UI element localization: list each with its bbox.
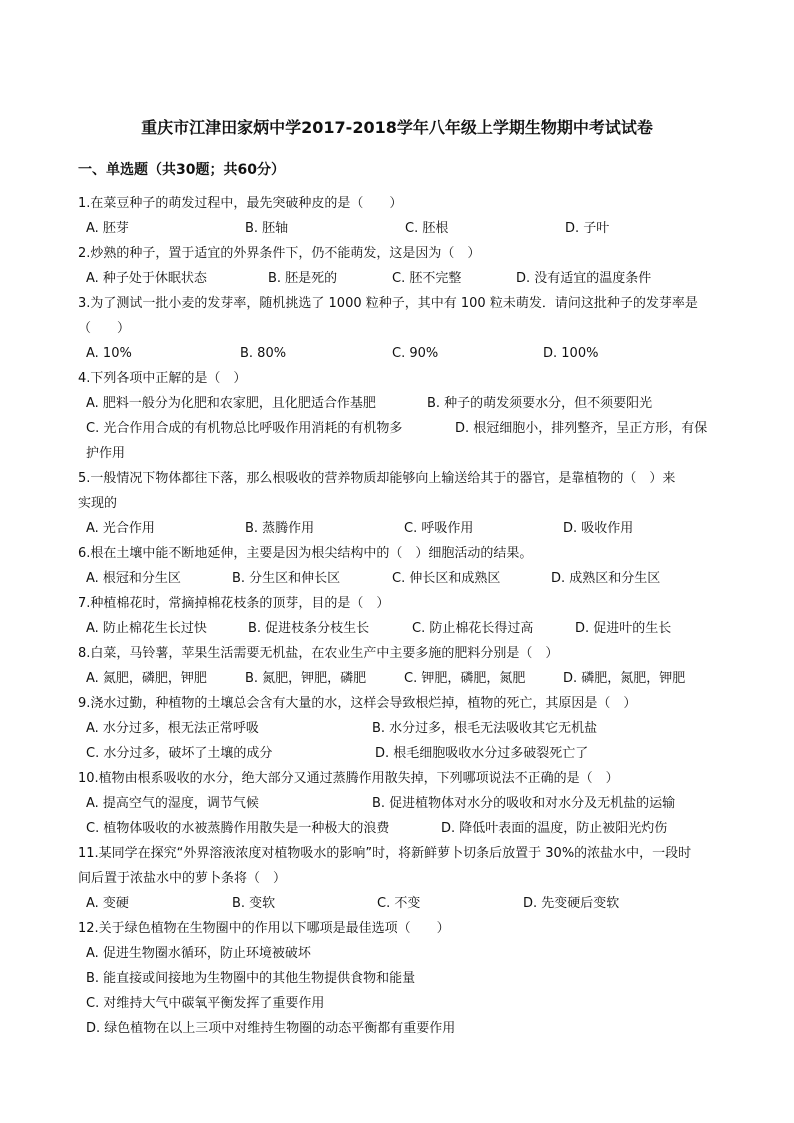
- question-5-stem-cont: 实现的: [78, 496, 118, 511]
- option-c: C. 光合作用合成的有机物总比呼吸作用消耗的有机物多: [86, 421, 403, 436]
- question-12-stem: 12.关于绿色植物在生物圈中的作用以下哪项是最佳选项（ ）: [78, 921, 450, 936]
- option-c: C. 钾肥，磷肥，氮肥: [404, 671, 526, 686]
- question-5-options: [0, 518, 794, 540]
- question-6-stem: 6.根在土壤中能不断地延伸，主要是因为根尖结构中的（ ）细胞活动的结果。: [78, 546, 533, 561]
- question-9-options-row2: [0, 743, 794, 765]
- option-d: D. 绿色植物在以上三项中对维持生物圈的动态平衡都有重要作用: [86, 1021, 456, 1036]
- option-b: B. 氮肥，钾肥，磷肥: [245, 671, 367, 686]
- question-3-stem: 3.为了测试一批小麦的发芽率，随机挑选了 1000 粒种子，其中有 100 粒未萌发．请问这批种子的发芽率是: [78, 296, 698, 311]
- option-a: A. 种子处于休眠状态: [86, 271, 207, 286]
- option-d: D. 根冠细胞小，排列整齐，呈正方形，有保: [455, 421, 708, 436]
- option-b: B. 蒸腾作用: [245, 521, 315, 536]
- option-d: D. 促进叶的生长: [575, 621, 672, 636]
- option-d: D. 成熟区和分生区: [551, 571, 661, 586]
- option-d: D. 降低叶表面的温度，防止被阳光灼伤: [441, 821, 668, 836]
- option-b: B. 水分过多，根毛无法吸收其它无机盐: [372, 721, 598, 736]
- option-b: B. 胚轴: [245, 221, 289, 236]
- question-3-stem-cont: （ ）: [78, 321, 131, 336]
- option-a: A. 防止棉花生长过快: [86, 621, 207, 636]
- option-c: C. 90%: [392, 346, 439, 361]
- question-9-options-row1: [0, 718, 794, 740]
- option-b: B. 分生区和伸长区: [232, 571, 341, 586]
- question-8-stem: 8.白菜，马铃薯，苹果生活需要无机盐，在农业生产中主要多施的肥料分别是（ ）: [78, 646, 559, 661]
- question-4-options-row1: [0, 393, 794, 415]
- option-d: D. 根毛细胞吸收水分过多破裂死亡了: [375, 746, 589, 761]
- exam-title: 重庆市江津田家炳中学2017-2018学年八年级上学期生物期中考试试卷: [141, 118, 653, 137]
- question-10-options-row1: [0, 793, 794, 815]
- question-11-stem-cont: 间后置于浓盐水中的萝卜条将（ ）: [78, 871, 287, 886]
- question-10-stem: 10.植物由根系吸收的水分，绝大部分又通过蒸腾作用散失掉，下列哪项说法不正确的是（ ）: [78, 771, 619, 786]
- option-b: B. 能直接或间接地为生物圈中的其他生物提供食物和能量: [86, 971, 416, 986]
- option-a: A. 提高空气的湿度，调节气候: [86, 796, 259, 811]
- option-b: B. 80%: [240, 346, 287, 361]
- question-6-options: [0, 568, 794, 590]
- option-a: A. 根冠和分生区: [86, 571, 181, 586]
- option-c: C. 胚不完整: [392, 271, 462, 286]
- option-b: B. 变软: [232, 896, 276, 911]
- question-5-stem: 5.一般情况下物体都往下落，那么根吸收的营养物质却能够向上输送给其于的器官，是靠植物的（ ）来: [78, 471, 676, 486]
- option-c: C. 植物体吸收的水被蒸腾作用散失是一种极大的浪费: [86, 821, 390, 836]
- option-b: B. 促进枝条分枝生长: [248, 621, 370, 636]
- question-7-stem: 7.种植棉花时，常摘掉棉花枝条的顶芽，目的是（ ）: [78, 596, 390, 611]
- question-3-options: [0, 343, 794, 365]
- option-a: A. 10%: [86, 346, 132, 361]
- question-2-stem: 2.炒熟的种子，置于适宜的外界条件下，仍不能萌发，这是因为（ ）: [78, 246, 481, 261]
- option-d: D. 磷肥，氮肥，钾肥: [563, 671, 686, 686]
- option-a: A. 光合作用: [86, 521, 155, 536]
- question-11-stem: 11.某同学在探究“外界溶液浓度对植物吸水的影响”时，将新鲜萝卜切条后放置于 30%的浓盐水中，一段时: [78, 846, 692, 861]
- option-d: D. 吸收作用: [563, 521, 634, 536]
- option-a: A. 水分过多，根无法正常呼吸: [86, 721, 259, 736]
- option-c: C. 防止棉花长得过高: [412, 621, 534, 636]
- option-d: D. 先变硬后变软: [523, 896, 620, 911]
- option-b: B. 胚是死的: [268, 271, 338, 286]
- question-1-stem: 1.在菜豆种子的萌发过程中，最先突破种皮的是（ ）: [78, 196, 403, 211]
- question-8-options: [0, 668, 794, 690]
- question-4-options-row2: [0, 418, 794, 440]
- option-b: B. 种子的萌发须要水分，但不须要阳光: [427, 396, 653, 411]
- option-c: C. 呼吸作用: [404, 521, 474, 536]
- section-heading: 一、单选题（共30题；共60分）: [78, 162, 285, 178]
- option-c: C. 伸长区和成熟区: [392, 571, 501, 586]
- question-9-stem: 9.浇水过勤，种植物的土壤总会含有大量的水，这样会导致根烂掉，植物的死亡，其原因是（ ）: [78, 696, 637, 711]
- option-c: C. 不变: [377, 896, 421, 911]
- option-a: A. 氮肥，磷肥，钾肥: [86, 671, 207, 686]
- option-d: D. 100%: [543, 346, 599, 361]
- option-c: C. 胚根: [405, 221, 449, 236]
- question-1-options: [0, 218, 794, 240]
- option-c: C. 水分过多，破坏了土壤的成分: [86, 746, 273, 761]
- question-4-option-d-cont: 护作用: [86, 446, 126, 461]
- option-a: A. 促进生物圈水循环，防止环境被破坏: [86, 946, 311, 961]
- option-c: C. 对维持大气中碳氧平衡发挥了重要作用: [86, 996, 325, 1011]
- option-a: A. 变硬: [86, 896, 129, 911]
- question-7-options: [0, 618, 794, 640]
- question-10-options-row2: [0, 818, 794, 840]
- option-b: B. 促进植物体对水分的吸收和对水分及无机盐的运输: [372, 796, 676, 811]
- option-d: D. 没有适宜的温度条件: [516, 271, 652, 286]
- option-a: A. 胚芽: [86, 221, 129, 236]
- question-4-stem: 4.下列各项中正解的是（ ）: [78, 371, 247, 386]
- question-2-options: [0, 268, 794, 290]
- option-d: D. 子叶: [565, 221, 610, 236]
- question-11-options: [0, 893, 794, 915]
- option-a: A. 肥料一般分为化肥和农家肥，且化肥适合作基肥: [86, 396, 376, 411]
